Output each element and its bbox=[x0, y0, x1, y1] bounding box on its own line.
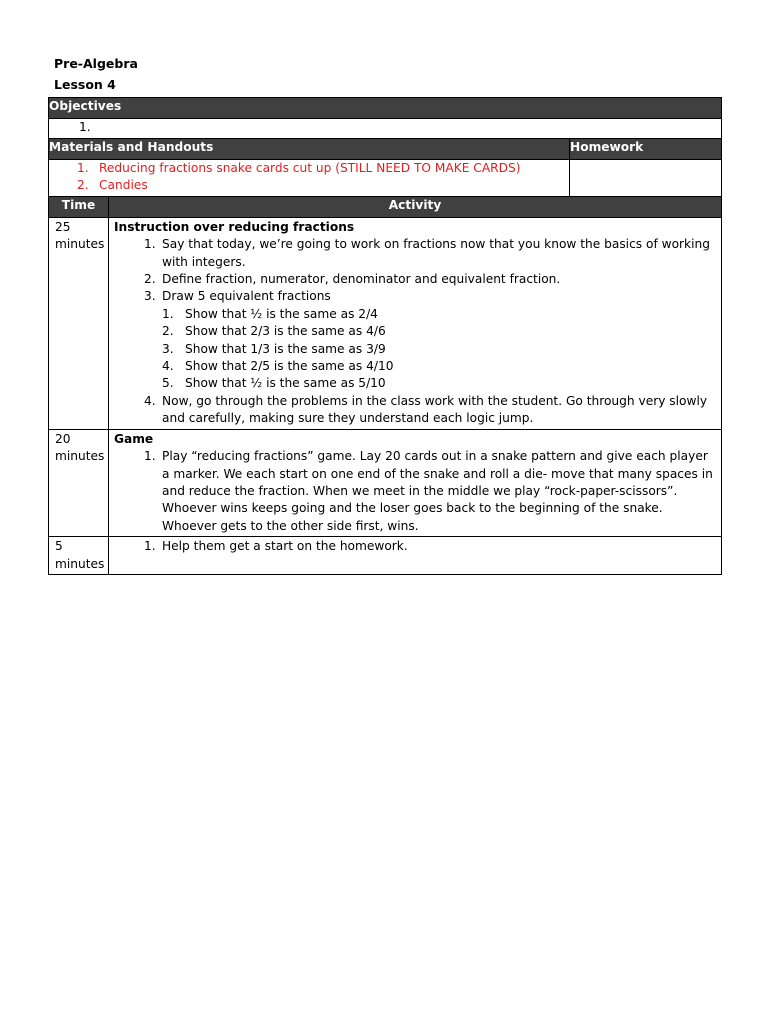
activity-substeps bbox=[162, 306, 716, 393]
materials-list bbox=[49, 160, 569, 195]
time-unit: minutes bbox=[55, 556, 105, 571]
step-text: Help them get a start on the homework. bbox=[162, 539, 408, 554]
lesson-plan-table bbox=[48, 97, 722, 575]
time-unit: minutes bbox=[55, 237, 105, 252]
activity-heading: Game bbox=[114, 431, 154, 446]
materials-header: Materials and Handouts bbox=[49, 139, 570, 160]
activity-cell bbox=[109, 217, 722, 429]
objectives-header-row bbox=[49, 98, 722, 119]
substep-text: Show that 2/5 is the same as 4/10 bbox=[185, 359, 394, 374]
schedule-row bbox=[49, 217, 722, 429]
activity-cell bbox=[109, 429, 722, 536]
list-number: 2. bbox=[144, 272, 156, 287]
activity-substep bbox=[162, 358, 716, 375]
list-number: 2. bbox=[162, 324, 174, 339]
time-value: 5 bbox=[55, 539, 63, 554]
activity-step bbox=[114, 288, 716, 392]
step-text: Draw 5 equivalent fractions bbox=[162, 289, 331, 304]
homework-cell bbox=[570, 160, 722, 197]
activity-cell bbox=[109, 537, 722, 575]
homework-header: Homework bbox=[570, 139, 722, 160]
activity-substep bbox=[162, 323, 716, 340]
list-number: 1. bbox=[77, 161, 89, 175]
materials-row bbox=[49, 160, 722, 197]
material-item bbox=[49, 177, 569, 194]
activity-step bbox=[114, 538, 716, 555]
list-number: 1. bbox=[79, 120, 91, 134]
objectives-header: Objectives bbox=[49, 98, 722, 119]
substep-text: Show that 2/3 is the same as 4/6 bbox=[185, 324, 386, 339]
substep-text: Show that ½ is the same as 5/10 bbox=[185, 376, 386, 391]
step-text: Say that today, we’re going to work on fractions now that you know the basics of working with integers. bbox=[162, 237, 710, 269]
activity-step bbox=[114, 393, 716, 428]
step-text: Define fraction, numerator, denominator and equivalent fraction. bbox=[162, 272, 561, 287]
activity-heading: Instruction over reducing fractions bbox=[114, 219, 355, 234]
materials-header-row bbox=[49, 139, 722, 160]
list-number: 1. bbox=[144, 237, 156, 252]
list-number: 2. bbox=[77, 178, 89, 193]
activity-substep bbox=[162, 306, 716, 323]
step-text: Now, go through the problems in the class work with the student. Go through very slowly and carefully, making sure they understand each logic jump. bbox=[162, 393, 708, 426]
time-unit: minutes bbox=[55, 449, 105, 464]
step-text: Play “reducing fractions” game. Lay 20 cards out in a snake pattern and give each player a marker. We each start on one end of the snake and roll a die- move that many spaces in and reduce the fraction. When we meet in the middle we play “rock-paper-scissors”. Whoever wins keeps going and the loser goes back to the beginning of the snake. Whoever gets to the other side first, wins. bbox=[162, 449, 713, 533]
document-title: Pre-Algebra bbox=[54, 56, 138, 71]
list-number: 3. bbox=[162, 341, 174, 356]
substep-text: Show that 1/3 is the same as 3/9 bbox=[185, 341, 386, 356]
time-cell bbox=[49, 217, 109, 429]
materials-cell bbox=[49, 160, 570, 197]
list-number: 5. bbox=[162, 376, 174, 391]
list-number: 4. bbox=[162, 359, 174, 374]
substep-text: Show that ½ is the same as 2/4 bbox=[185, 306, 378, 321]
activity-substep bbox=[162, 375, 716, 392]
list-number: 1. bbox=[144, 449, 156, 464]
lesson-number: Lesson 4 bbox=[54, 77, 116, 92]
list-number: 1. bbox=[162, 306, 174, 321]
objectives-row bbox=[49, 119, 722, 139]
material-text: Candies bbox=[99, 178, 148, 193]
activity-step bbox=[114, 271, 716, 288]
list-number: 4. bbox=[144, 393, 156, 408]
objectives-cell bbox=[49, 119, 722, 139]
list-number: 1. bbox=[144, 539, 156, 554]
time-header: Time bbox=[49, 196, 109, 217]
material-text: Reducing fractions snake cards cut up (STILL NEED TO MAKE CARDS) bbox=[99, 161, 521, 175]
list-number: 3. bbox=[144, 289, 156, 304]
schedule-row bbox=[49, 537, 722, 575]
activity-header: Activity bbox=[109, 196, 722, 217]
time-value: 25 bbox=[55, 219, 71, 234]
time-cell bbox=[49, 429, 109, 536]
activity-substep bbox=[162, 341, 716, 358]
schedule-header-row bbox=[49, 196, 722, 217]
activity-steps bbox=[114, 236, 716, 427]
schedule-row bbox=[49, 429, 722, 536]
time-cell bbox=[49, 537, 109, 575]
activity-steps bbox=[114, 538, 716, 555]
activity-step bbox=[114, 448, 716, 535]
activity-steps bbox=[114, 448, 716, 535]
time-value: 20 bbox=[55, 431, 71, 446]
activity-step bbox=[114, 236, 716, 271]
material-item bbox=[49, 160, 569, 177]
